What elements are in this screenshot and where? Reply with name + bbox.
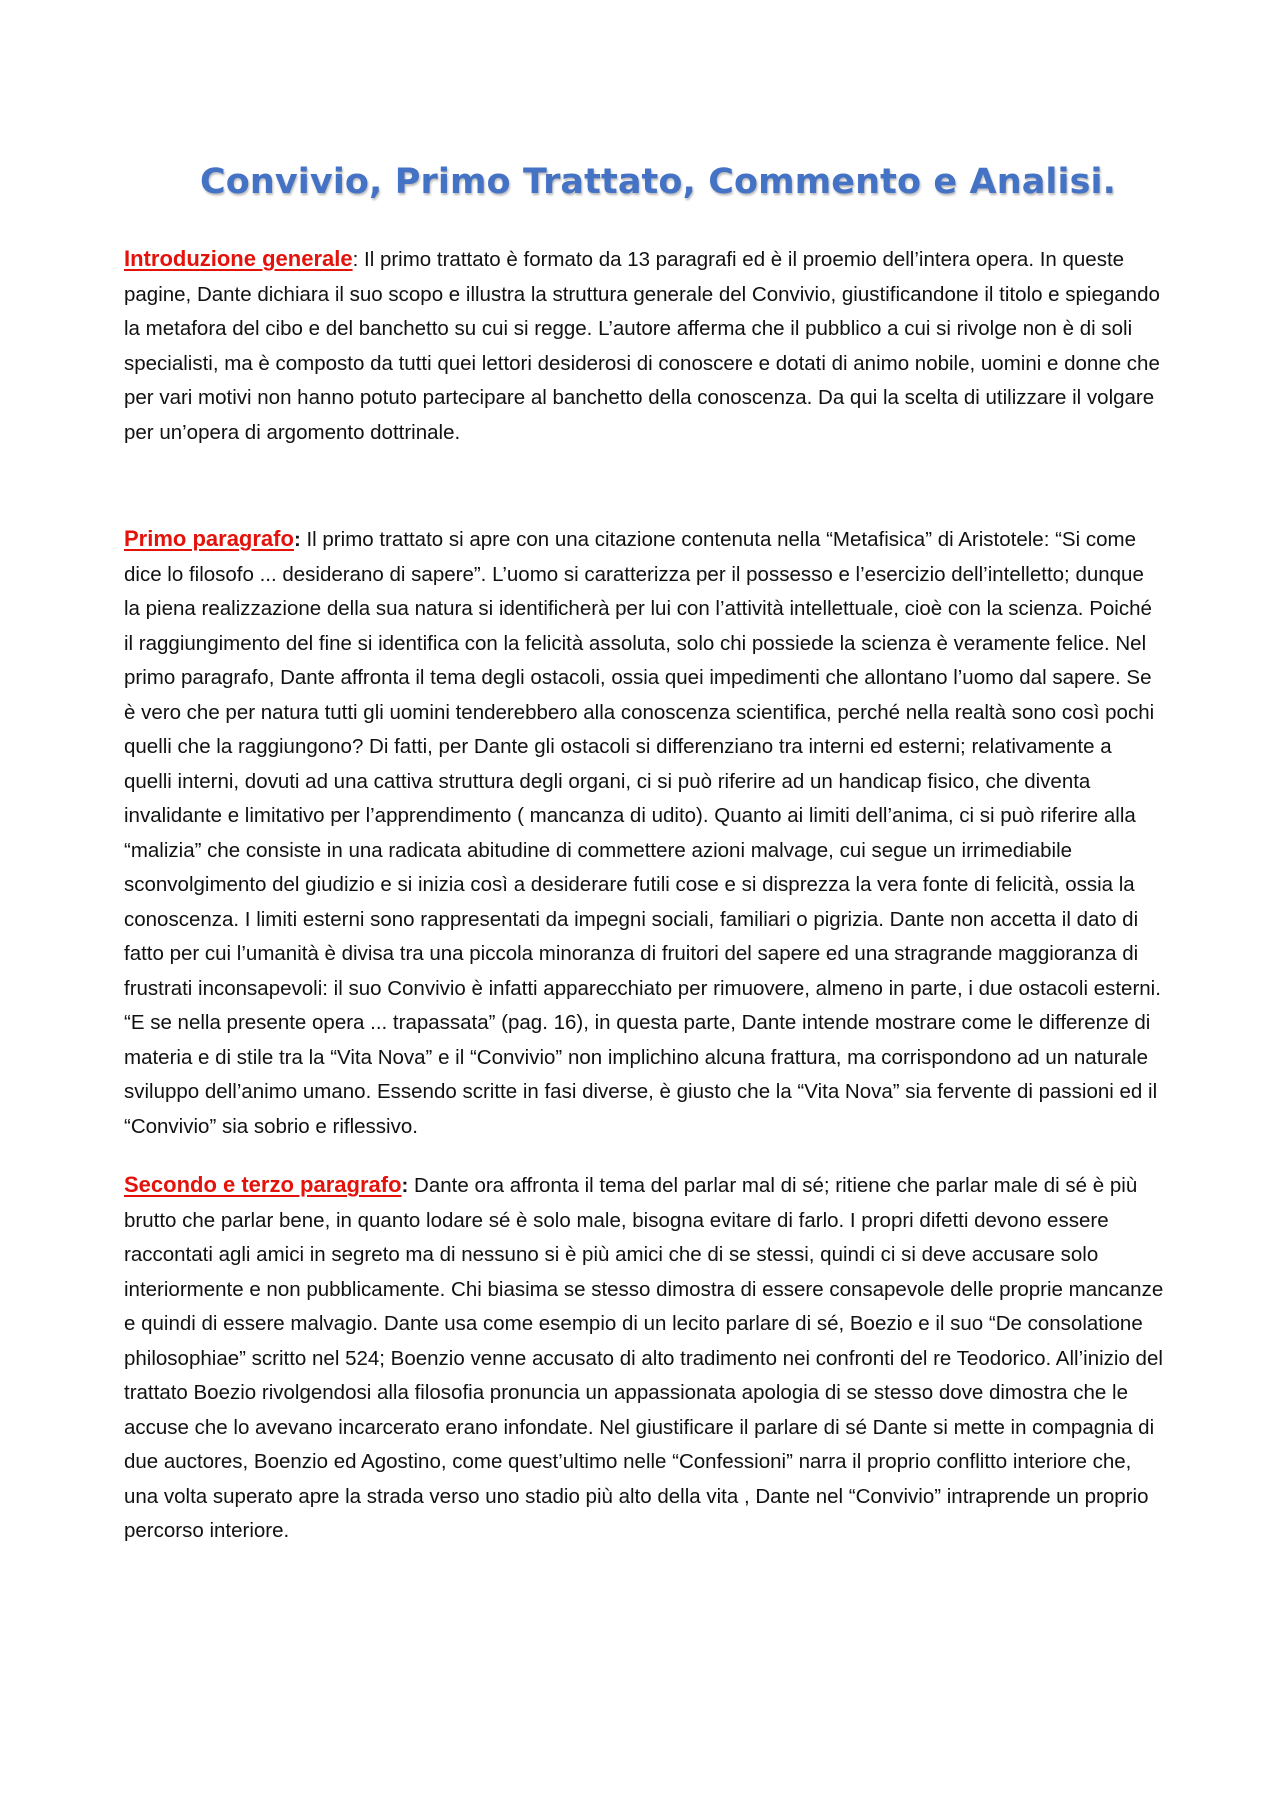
section-heading-colon: : — [352, 248, 359, 271]
section-heading-colon: : — [401, 1174, 409, 1197]
section-heading-colon: : — [293, 528, 301, 551]
section-body: Dante ora affronta il tema del parlar mal di sé; ritiene che parlar male di sé è più brutto che parlar bene, in quanto lodare sé è solo male, bisogna evitare di farlo. I propri difetti devono essere raccontati agli amici in segreto ma di nessuno si è più amici che di se stessi, quindi ci si deve accusare solo interiormente e non pubblicamente. Chi biasima se stesso dimostra di essere consapevole delle proprie mancanze e quindi di essere malvagio. Dante usa come esempio di un lecito parlare di sé, Boezio e il suo “De consolatione philosophiae” scritto nel 524; Boenzio venne accusato di alto tradimento nei confronti del re Teodorico. All’inizio del trattato Boezio rivolgendosi alla filosofia pronuncia un appassionata apologia di se stesso dove dimostra che le accuse che lo avevano incarcerato erano infondate. Nel giustificare il parlare di sé Dante si mette in compagnia di due auctores, Boenzio ed Agostino, come quest’ultimo nelle “Confessioni” narra il proprio conflitto interiore che, una volta superato apre la strada verso uno stadio più alto della vita , Dante nel “Convivio” intraprende un proprio percorso interiore. — [124, 1174, 1164, 1542]
section-heading: Secondo e terzo paragrafo — [124, 1172, 402, 1197]
section-body: Il primo trattato si apre con una citazione contenuta nella “Metafisica” di Aristotele: “Si come dice lo filosofo ... desiderano di sapere”. L’uomo si caratterizza per il possesso e l’esercizio dell’intelletto; dunque la piena realizzazione della sua natura si identificherà per lui con l’attività intellettuale, cioè con la scienza. Poiché il raggiungimento del fine si identifica con la felicità assoluta, solo chi possiede la scienza è veramente felice. Nel primo paragrafo, Dante affronta il tema degli ostacoli, ossia quei impedimenti che allontano l’uomo dal sapere. Se è vero che per natura tutti gli uomini tenderebbero alla conoscenza scientifica, perché nella realtà sono così pochi quelli che la raggiungono? Di fatti, per Dante gli ostacoli si differenziano tra interni ed esterni; relativamente a quelli interni, dovuti ad una cattiva struttura degli organi, ci si può riferire ad un handicap fisico, che diventa invalidante e limitativo per l’apprendimento ( mancanza di udito). Quanto ai limiti dell’anima, ci si può riferire alla “malizia” che consiste in una radicata abitudine di commettere azioni malvage, cui segue un irrimediabile sconvolgimento del giudizio e si inizia così a desiderare futili cose e si disprezza la vera fonte di felicità, ossia la conoscenza. I limiti esterni sono rappresentati da impegni sociali, familiari o pigrizia. Dante non accetta il dato di fatto per cui l’umanità è divisa tra una piccola minoranza di fruitori del sapere ed una stragrande maggioranza di frustrati inconsapevoli: il suo Convivio è infatti apparecchiato per rimuovere, almeno in parte, i due ostacoli esterni. “E se nella presente opera ... trapassata” (pag. 16), in questa parte, Dante intende mostrare come le differenze di materia e di stile tra la “Vita Nova” e il “Convivio” non implichino alcuna frattura, ma corrispondono ad un naturale sviluppo dell’animo umano. Essendo scritte in fasi diverse, è giusto che la “Vita Nova” sia fervente di passioni ed il “Convivio” sia sobrio e riflessivo. — [124, 528, 1161, 1138]
section-introduzione-generale — [124, 242, 1164, 450]
page-title: Convivio, Primo Trattato, Commento e Analisi. — [199, 162, 1117, 202]
section-heading: Primo paragrafo — [124, 526, 294, 551]
section-primo-paragrafo — [124, 522, 1164, 1144]
section-heading: Introduzione generale — [124, 246, 353, 271]
section-body: Il primo trattato è formato da 13 paragrafi ed è il proemio dell’intera opera. In queste pagine, Dante dichiara il suo scopo e illustra la struttura generale del Convivio, giustificandone il titolo e spiegando la metafora del cibo e del banchetto su cui si regge. L’autore afferma che il pubblico a cui si rivolge non è di soli specialisti, ma è composto da tutti quei lettori desiderosi di conoscere e dotati di animo nobile, uomini e donne che per vari motivi non hanno potuto partecipare al banchetto della conoscenza. Da qui la scelta di utilizzare il volgare per un’opera di argomento dottrinale. — [124, 248, 1160, 444]
section-secondo-e-terzo-paragrafo — [124, 1168, 1164, 1549]
